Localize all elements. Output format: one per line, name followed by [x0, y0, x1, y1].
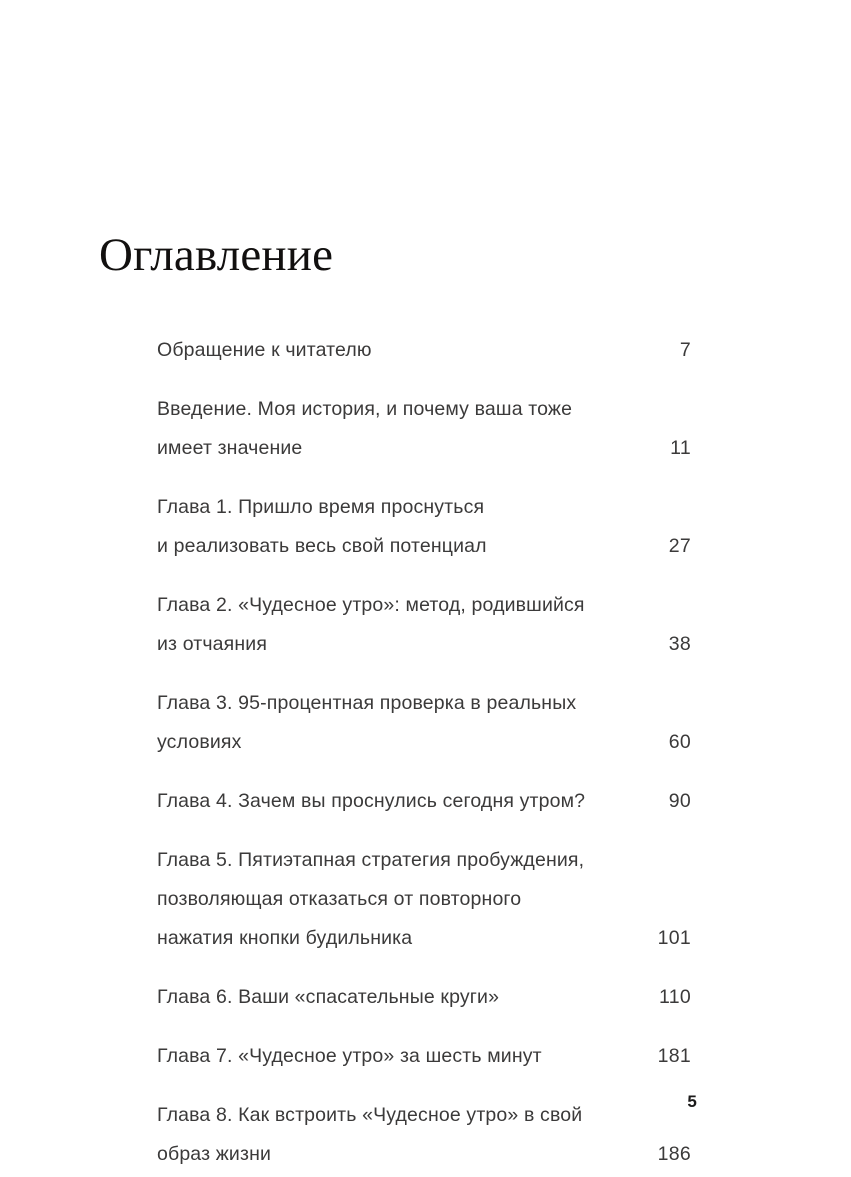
toc-entry-page-number: 181	[657, 1045, 691, 1067]
toc-entry-line	[157, 723, 691, 762]
toc-entry-title: условиях	[157, 731, 242, 753]
toc-entry-page-number: 90	[668, 790, 691, 812]
toc-entry-title: Глава 3. 95-процентная проверка в реальных	[157, 692, 577, 714]
toc-entry-title: нажатия кнопки будильника	[157, 927, 413, 949]
toc-entry-page-number: 38	[668, 633, 691, 655]
toc-entry-page-number: 110	[659, 986, 691, 1008]
toc-entry-title: Глава 1. Пришло время проснуться	[157, 496, 485, 518]
toc-entry-line	[157, 684, 691, 723]
toc-entry[interactable]	[157, 841, 691, 958]
page-title: Оглавление	[99, 229, 334, 282]
toc-entry-page-number: 60	[668, 731, 691, 753]
toc-entry[interactable]	[157, 586, 691, 664]
toc-entry[interactable]	[157, 390, 691, 468]
toc-entry[interactable]	[157, 684, 691, 762]
toc-entry-page-number: 7	[679, 339, 691, 361]
toc-entry[interactable]	[157, 978, 691, 1017]
toc-entry-title: Обращение к читателю	[157, 339, 372, 361]
toc-entry-line	[157, 1037, 691, 1076]
toc-entry-line	[157, 390, 691, 429]
toc-entry-title: образ жизни	[157, 1143, 272, 1165]
toc-entry[interactable]	[157, 331, 691, 370]
toc-entry-page-number: 186	[657, 1143, 691, 1165]
toc-entry-title: Введение. Моя история, и почему ваша тоже	[157, 398, 573, 420]
toc-entry[interactable]	[157, 488, 691, 566]
toc-entry-line	[157, 488, 691, 527]
table-of-contents-list	[157, 331, 691, 1174]
toc-entry-title: Глава 2. «Чудесное утро»: метод, родившийся	[157, 594, 585, 616]
toc-entry-line	[157, 331, 691, 370]
toc-entry-title: и реализовать весь свой потенциал	[157, 535, 487, 557]
toc-entry[interactable]	[157, 782, 691, 821]
toc-entry-line	[157, 527, 691, 566]
toc-entry-page-number: 27	[668, 535, 691, 557]
toc-entry-title: Глава 8. Как встроить «Чудесное утро» в свой	[157, 1104, 583, 1126]
toc-entry[interactable]	[157, 1037, 691, 1076]
toc-entry-line	[157, 429, 691, 468]
toc-entry-line	[157, 586, 691, 625]
folio-page-number: 5	[687, 1092, 697, 1111]
toc-entry-line	[157, 782, 691, 821]
toc-entry-page-number: 101	[657, 927, 691, 949]
toc-entry-title: Глава 5. Пятиэтапная стратегия пробуждения,	[157, 849, 585, 871]
toc-entry-title: Глава 6. Ваши «спасательные круги»	[157, 986, 500, 1008]
toc-entry-line	[157, 841, 691, 880]
toc-entry-line	[157, 978, 691, 1017]
toc-entry-title: Глава 4. Зачем вы проснулись сегодня утром?	[157, 790, 586, 812]
toc-entry-title: позволяющая отказаться от повторного	[157, 888, 522, 910]
toc-entry-line	[157, 625, 691, 664]
toc-entry-line	[157, 1135, 691, 1174]
toc-entry-title: имеет значение	[157, 437, 303, 459]
toc-entry-line	[157, 880, 691, 919]
toc-entry-line	[157, 919, 691, 958]
toc-entry-page-number: 11	[670, 437, 691, 459]
toc-entry-title: Глава 7. «Чудесное утро» за шесть минут	[157, 1045, 542, 1067]
toc-entry-title: из отчаяния	[157, 633, 268, 655]
